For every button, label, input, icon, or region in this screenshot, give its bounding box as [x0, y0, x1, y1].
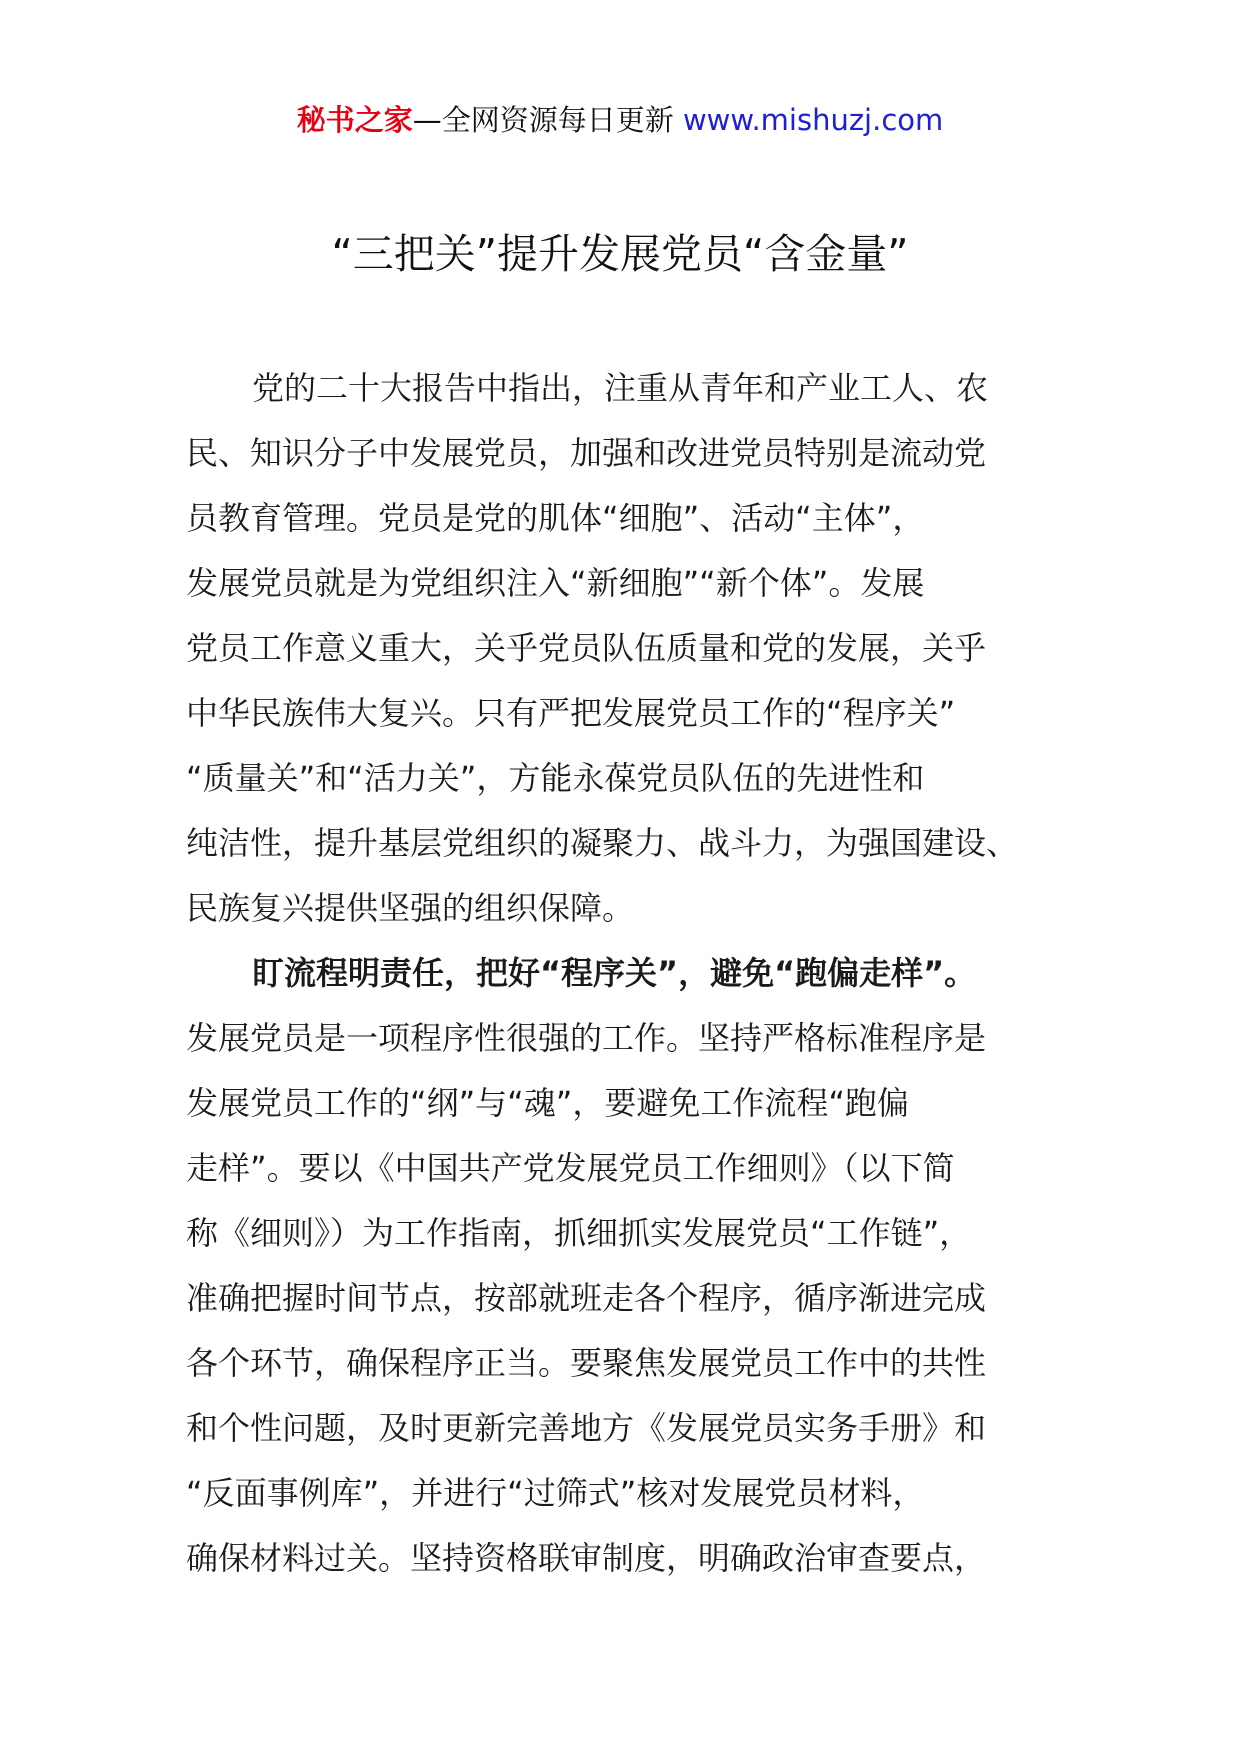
paragraph-1-line: 发展党员就是为党组织注入“新细胞”“新个体”。发展 [186, 564, 925, 602]
paragraph-2-line: 确保材料过关。坚持资格联审制度，明确政治审查要点， [186, 1539, 987, 1577]
paragraph-2-line: 称《细则》）为工作指南，抓细抓实发展党员“工作链”， [186, 1214, 972, 1252]
paragraph-1-line: “质量关”和“活力关”，方能永葆党员队伍的先进性和 [186, 759, 925, 797]
paragraph-1-line: 纯洁性，提升基层党组织的凝聚力、战斗力，为强国建设、 [186, 824, 1019, 862]
paragraph-1-line: 员教育管理。党员是党的肌体“细胞”、活动“主体”， [186, 499, 925, 537]
paragraph-1-line: 民族复兴提供坚强的组织保障。 [186, 889, 635, 927]
document-title: “三把关”提升发展党员“含金量” [331, 230, 909, 278]
paragraph-2-line: 发展党员工作的“纲”与“魂”，要避免工作流程“跑偏 [186, 1084, 909, 1122]
paragraph-2-line: 和个性问题，及时更新完善地方《发展党员实务手册》和 [186, 1409, 987, 1447]
site-header [0, 100, 1240, 140]
site-url[interactable]: www.mishuzj.com [682, 103, 944, 137]
paragraph-2-line: 发展党员是一项程序性很强的工作。坚持严格标准程序是 [186, 1019, 987, 1057]
paragraph-1-line: 党的二十大报告中指出，注重从青年和产业工人、农 [252, 369, 989, 407]
site-brand: 秘书之家 [296, 103, 413, 137]
paragraph-2-line: 走样”。要以《中国共产党发展党员工作细则》（以下简 [186, 1149, 955, 1187]
section-heading: 盯流程明责任，把好“程序关”，避免“跑偏走样”。 [252, 954, 977, 992]
paragraph-2-line: 准确把握时间节点，按部就班走各个程序，循序渐进完成 [186, 1279, 987, 1317]
paragraph-1-line: 中华民族伟大复兴。只有严把发展党员工作的“程序关” [186, 694, 956, 732]
paragraph-2-line: 各个环节，确保程序正当。要聚焦发展党员工作中的共性 [186, 1344, 987, 1382]
paragraph-1-line: 党员工作意义重大，关乎党员队伍质量和党的发展，关乎 [186, 629, 987, 667]
document-body [186, 356, 1086, 1591]
paragraph-2-heading [186, 941, 1086, 1006]
site-tagline: —全网资源每日更新 [412, 103, 683, 137]
paragraph-1-line: 民、知识分子中发展党员，加强和改进党员特别是流动党 [186, 434, 987, 472]
paragraph-2-line: “反面事例库”，并进行“过筛式”核对发展党员材料， [186, 1474, 925, 1512]
